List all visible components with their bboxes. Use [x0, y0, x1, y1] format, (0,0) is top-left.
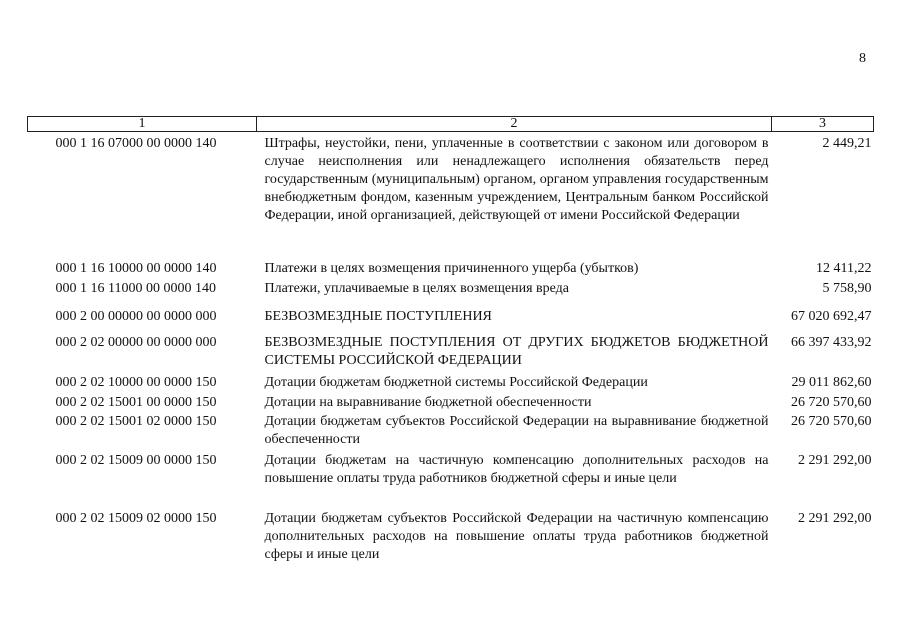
table-row — [28, 394, 874, 413]
table-row — [28, 260, 874, 280]
column-header-amount: 3 — [772, 117, 874, 132]
row-name: Платежи, уплачиваемые в целях возмещения вреда — [264, 280, 569, 296]
row-name: Дотации на выравнивание бюджетной обеспеченности — [264, 394, 592, 410]
row-code: 000 1 16 10000 00 0000 140 — [55, 260, 217, 276]
row-name: БЕЗВОЗМЕЗДНЫЕ ПОСТУПЛЕНИЯ ОТ ДРУГИХ БЮДЖЕТОВ БЮДЖЕТНОЙ СИСТЕМЫ РОССИЙСКОЙ ФЕДЕРАЦИИ — [264, 334, 769, 368]
row-name: Дотации бюджетам субъектов Российской Федерации на частичную компенсацию дополнительных расходов на повышение оплаты труда работников бюджетной сферы и иные цели — [264, 510, 769, 562]
row-amount: 2 291 292,00 — [798, 510, 872, 526]
row-code: 000 2 02 15009 02 0000 150 — [55, 510, 217, 526]
row-code: 000 2 02 15009 00 0000 150 — [55, 452, 217, 468]
row-amount: 26 720 570,60 — [791, 394, 872, 410]
table-row — [28, 308, 874, 334]
row-code: 000 2 00 00000 00 0000 000 — [55, 308, 217, 324]
table-header-row — [28, 117, 874, 132]
row-amount: 66 397 433,92 — [791, 334, 872, 350]
row-amount: 67 020 692,47 — [791, 308, 872, 324]
row-amount: 5 758,90 — [822, 280, 872, 296]
row-name: Штрафы, неустойки, пени, уплаченные в соответствии с законом или договором в случае неисполнения или ненадлежащего исполнения обязательств перед государственным (муниципальным) органом, органом управления государственным внебюджетным фондом, казенным учреждением, Центральным банком Российской Федерации, иной организацией, действующей от имени Российской Федерации — [264, 136, 769, 223]
row-code: 000 1 16 11000 00 0000 140 — [55, 280, 216, 296]
row-name: Дотации бюджетам на частичную компенсацию дополнительных расходов на повышение оплаты труда работников бюджетной сферы и иные цели — [264, 452, 769, 486]
table-row — [28, 374, 874, 394]
table-row — [28, 280, 874, 308]
row-code: 000 2 02 15001 02 0000 150 — [55, 413, 217, 429]
table-row — [28, 452, 874, 510]
row-name: Дотации бюджетам бюджетной системы Российской Федерации — [264, 374, 648, 390]
row-amount: 2 449,21 — [822, 136, 872, 151]
row-amount: 29 011 862,60 — [791, 374, 872, 390]
table-row — [28, 413, 874, 452]
row-amount: 12 411,22 — [816, 260, 872, 276]
row-name: БЕЗВОЗМЕЗДНЫЕ ПОСТУПЛЕНИЯ — [264, 308, 492, 324]
row-code: 000 2 02 15001 00 0000 150 — [55, 394, 217, 410]
budget-revenue-table — [27, 116, 874, 566]
row-name: Дотации бюджетам субъектов Российской Федерации на выравнивание бюджетной обеспеченности — [264, 413, 769, 447]
row-amount: 2 291 292,00 — [798, 452, 872, 468]
row-amount: 26 720 570,60 — [791, 413, 872, 429]
table-row — [28, 132, 874, 260]
table-row — [28, 334, 874, 374]
row-code: 000 1 16 07000 00 0000 140 — [55, 136, 217, 151]
column-header-name: 2 — [257, 117, 772, 132]
row-code: 000 2 02 00000 00 0000 000 — [55, 334, 217, 350]
table-row — [28, 510, 874, 566]
row-name: Платежи в целях возмещения причиненного ущерба (убытков) — [264, 260, 639, 276]
page-number: 8 — [859, 51, 866, 66]
column-header-code: 1 — [28, 117, 257, 132]
row-code: 000 2 02 10000 00 0000 150 — [55, 374, 217, 390]
